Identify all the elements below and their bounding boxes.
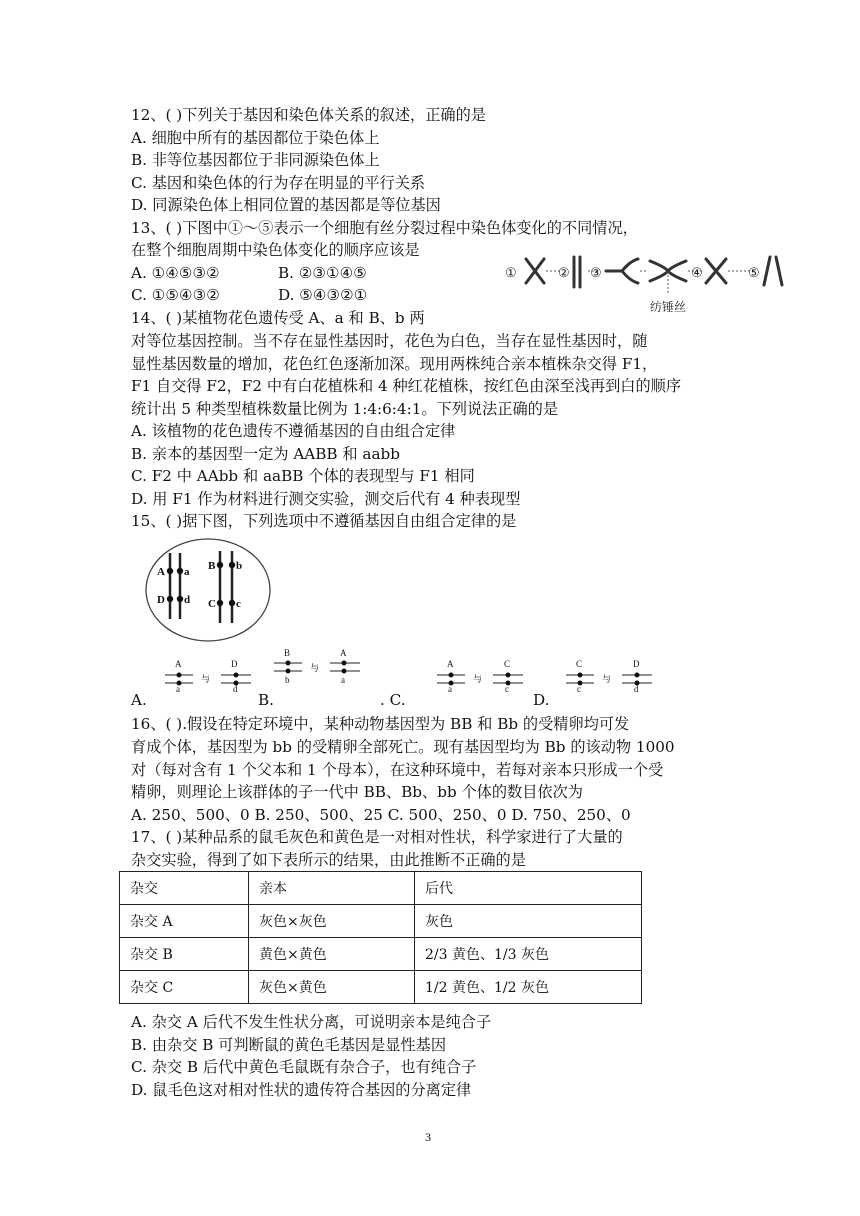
q15-option-d-figure (566, 657, 656, 693)
q16-options: A. 250、500、0 B. 250、500、25 C. 500、250、0 D. 750、250、0 (131, 806, 631, 824)
q13-spindle-label: 纺锤丝 (650, 300, 687, 314)
gene-label: c (236, 598, 241, 610)
gene-label: a (184, 566, 190, 578)
gene-label: A (447, 659, 454, 669)
q14-option-b: B. 亲本的基因型一定为 AABB 和 aabb (131, 445, 400, 463)
gene-label: d (233, 684, 238, 693)
page-number: 3 (425, 1130, 431, 1144)
with-word: 与 (201, 674, 211, 684)
q16-line: 育成个体，基因型为 bb 的受精卵全部死亡。现有基因型均为 Bb 的该动物 1000 (131, 738, 675, 756)
gene-label: d (634, 684, 639, 693)
table-cell: 黄色×黄色 (249, 938, 415, 971)
q17-option-b: B. 由杂交 B 可判断鼠的黄色毛基因是显性基因 (131, 1036, 447, 1054)
q17-option-d: D. 鼠毛色这对相对性状的遗传符合基因的分离定律 (131, 1081, 472, 1099)
table-cell: 灰色×黄色 (249, 971, 415, 1004)
table-cell: 杂交 A (120, 905, 249, 938)
with-word: 与 (602, 674, 612, 684)
gene-label: a (448, 684, 452, 693)
q12-option-a: A. 细胞中所有的基因都位于染色体上 (131, 129, 380, 147)
table-cell: 2/3 黄色、1/3 灰色 (415, 938, 642, 971)
q17-option-a: A. 杂交 A 后代不发生性状分离，可说明亲本是纯合子 (131, 1013, 492, 1031)
q14-line: F1 自交得 F2，F2 中有白花植株和 4 种红花植株，按红色由深至浅再到白的顺序 (131, 377, 682, 395)
q13-stage-label: ⑤ (748, 265, 760, 280)
q13-option-a: A. ①④⑤③② (131, 264, 220, 282)
q16-line: 精卵，则理论上该群体的子一代中 BB、Bb、bb 个体的数目依次为 (131, 783, 583, 801)
q15-option-c-figure (437, 657, 527, 693)
q14-option-a: A. 该植物的花色遗传不遵循基因的自由组合定律 (131, 422, 456, 440)
gene-label: c (577, 684, 581, 693)
gene-label: D (231, 659, 238, 669)
gene-label: D (157, 594, 165, 606)
gene-label: b (285, 675, 290, 685)
q15-option-a-figure (165, 657, 255, 693)
q13-stage-label: ① (505, 265, 517, 280)
q12-option-c: C. 基因和染色体的行为存在明显的平行关系 (131, 174, 426, 192)
table-cell: 杂交 B (120, 938, 249, 971)
gene-label: d (184, 594, 191, 606)
table-cell: 灰色×灰色 (249, 905, 415, 938)
q13-stage-label: ② (558, 265, 570, 280)
q14-line: 14、( )某植物花色遗传受 A、a 和 B、b 两 (131, 309, 425, 327)
q14-option-d: D. 用 F1 作为材料进行测交实验，测交后代有 4 种表现型 (131, 490, 521, 508)
q15-option-b-figure (274, 647, 364, 687)
q13-stem-line2: 在整个细胞周期中染色体变化的顺序应该是 (131, 241, 420, 259)
q13-chromosome-figure (500, 255, 800, 325)
table-cell: 灰色 (415, 905, 642, 938)
q16-line: 对（每对含有 1 个父本和 1 个母本），在这种环境中，若每对亲本只形成一个受 (131, 761, 664, 779)
q15-option-d-label: D. (533, 691, 550, 709)
q16-line: 16、( ).假设在特定环境中，某种动物基因型为 BB 和 Bb 的受精卵均可发 (131, 715, 630, 733)
q15-option-b-label: B. (258, 691, 274, 709)
gene-label: b (236, 560, 243, 572)
table-cell: 杂交 C (120, 971, 249, 1004)
q12-option-b: B. 非等位基因都位于非同源染色体上 (131, 151, 380, 169)
table-row (120, 938, 642, 971)
q17-stem-line2: 杂交实验，得到了如下表所示的结果，由此推断不正确的是 (131, 851, 526, 869)
gene-label: A (157, 566, 165, 578)
q13-option-d: D. ⑤④③②① (278, 286, 368, 304)
table-header: 杂交 (120, 872, 249, 905)
q14-option-c: C. F2 中 AAbb 和 aaBB 个体的表现型与 F1 相同 (131, 467, 475, 485)
q13-stage-label: ③ (590, 265, 602, 280)
with-word: 与 (310, 663, 320, 673)
q17-table (119, 871, 642, 1004)
q12-option-d: D. 同源染色体上相同位置的基因都是等位基因 (131, 196, 441, 214)
q14-line: 统计出 5 种类型植株数量比例为 1:4:6:4:1。下列说法正确的是 (131, 400, 559, 418)
gene-label: D (633, 659, 640, 669)
q13-option-c: C. ①⑤④③② (131, 286, 220, 304)
q13-stem-line1: 13、( )下图中①～⑤表示一个细胞有丝分裂过程中染色体变化的不同情况， (131, 219, 638, 237)
gene-label: A (175, 659, 182, 669)
q17-stem-line1: 17、( )某种品系的鼠毛灰色和黄色是一对相对性状，科学家进行了大量的 (131, 828, 623, 846)
q13-stage-label: ④ (691, 265, 703, 280)
gene-label: a (341, 675, 345, 685)
q15-cell-diagram (144, 537, 272, 643)
with-word: 与 (473, 674, 483, 684)
gene-label: a (176, 684, 180, 693)
gene-label: C (208, 598, 216, 610)
q15-stem: 15、( )据下图，下列选项中不遵循基因自由组合定律的是 (131, 512, 517, 530)
q17-option-c: C. 杂交 B 后代中黄色毛鼠既有杂合子，也有纯合子 (131, 1058, 477, 1076)
table-row (120, 905, 642, 938)
gene-label: B (208, 560, 216, 572)
gene-label: C (504, 659, 511, 669)
q15-option-a-label: A. (131, 691, 147, 709)
q15-option-c-label: . C. (380, 691, 406, 709)
gene-label: c (505, 684, 509, 693)
q14-line: 显性基因数量的增加，花色红色逐渐加深。现用两株纯合亲本植株杂交得 F1， (131, 355, 658, 373)
table-header: 后代 (415, 872, 642, 905)
q12-stem: 12、( )下列关于基因和染色体关系的叙述，正确的是 (131, 106, 486, 124)
q13-option-b: B. ②③①④⑤ (278, 264, 367, 282)
table-cell: 1/2 黄色、1/2 灰色 (415, 971, 642, 1004)
q14-line: 对等位基因控制。当不存在显性基因时，花色为白色，当存在显性基因时，随 (131, 332, 648, 350)
gene-label: C (576, 659, 583, 669)
table-header: 亲本 (249, 872, 415, 905)
table-header-row (120, 872, 642, 905)
gene-label: B (284, 648, 291, 658)
table-row (120, 971, 642, 1004)
gene-label: A (340, 648, 347, 658)
